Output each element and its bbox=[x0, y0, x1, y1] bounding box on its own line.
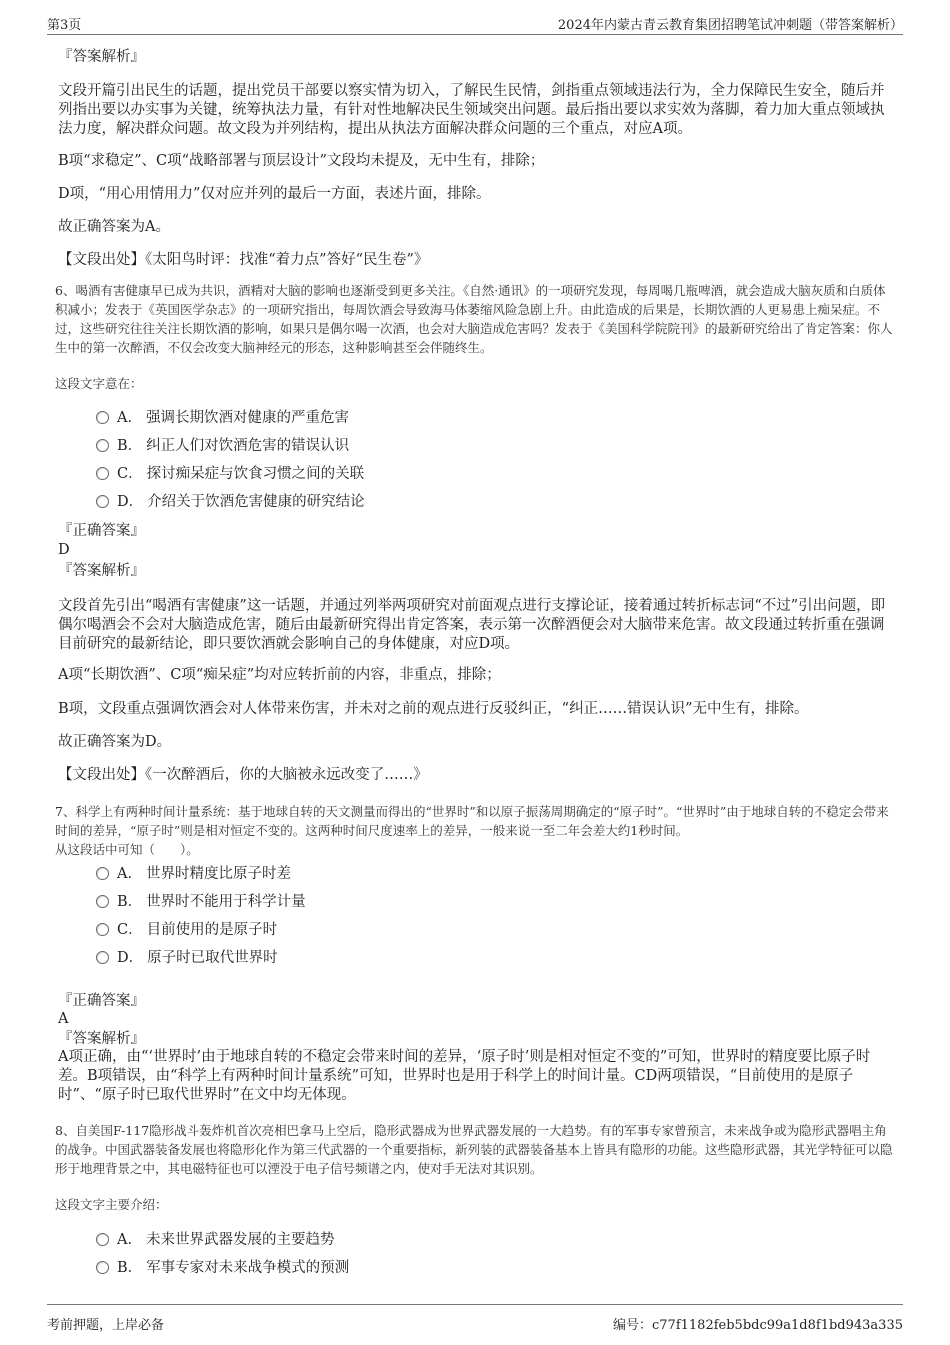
radio-button[interactable] bbox=[96, 495, 109, 508]
analysis-paragraph: A项正确，由“‘世界时’由于地球自转的不稳定会带来时间的差异，‘原子时’则是相对恒定不变的”可知，世界时的精度要比原子时差。B项错误，由“科学上有两种时间计量系统”可知，世界时也是用于科学上的时间计量。CD两项错误，“目前使用的是原子时”、“原子时已取代世界时”在文中均无体现。 bbox=[58, 1049, 871, 1103]
answer-label: 『正确答案』 bbox=[58, 523, 145, 539]
radio-button[interactable] bbox=[96, 867, 109, 880]
radio-button[interactable] bbox=[96, 411, 109, 424]
analysis-label: 『答案解析』 bbox=[58, 563, 145, 579]
radio-button[interactable] bbox=[96, 1233, 109, 1246]
analysis-paragraph: B项“求稳定”、C项“战略部署与顶层设计”文段均未提及，无中生有，排除； bbox=[58, 153, 545, 169]
radio-button[interactable] bbox=[96, 895, 109, 908]
analysis-paragraph: A项“长期饮酒”、C项“痴呆症”均对应转折前的内容，非重点，排除； bbox=[58, 667, 501, 683]
page-number: 第3页 bbox=[47, 18, 82, 33]
source-citation: 【文段出处】《一次醉酒后，你的大脑被永远改变了……》 bbox=[58, 767, 428, 783]
analysis-paragraph: D项，“用心用情用力”仅对应并列的最后一方面，表述片面，排除。 bbox=[58, 186, 491, 202]
option-a[interactable]: A． 强调长期饮酒对健康的严重危害 bbox=[96, 408, 349, 428]
option-b[interactable]: B． 军事专家对未来战争模式的预测 bbox=[96, 1258, 349, 1278]
radio-button[interactable] bbox=[96, 1261, 109, 1274]
radio-button[interactable] bbox=[96, 923, 109, 936]
correct-answer: A bbox=[58, 1011, 69, 1027]
analysis-paragraph: 故正确答案为D。 bbox=[58, 734, 172, 750]
footer-slogan: 考前押题，上岸必备 bbox=[47, 1318, 165, 1333]
option-d[interactable]: D． 原子时已取代世界时 bbox=[96, 948, 278, 968]
option-b[interactable]: B． 纠正人们对饮酒危害的错误认识 bbox=[96, 436, 349, 456]
correct-answer: D bbox=[58, 542, 70, 558]
answer-label: 『正确答案』 bbox=[58, 993, 145, 1009]
analysis-label: 『答案解析』 bbox=[58, 1031, 145, 1047]
option-a[interactable]: A． 未来世界武器发展的主要趋势 bbox=[96, 1230, 334, 1250]
question-prompt: 从这段话中可知（ ）。 bbox=[55, 842, 199, 857]
page-footer bbox=[47, 1304, 903, 1335]
radio-button[interactable] bbox=[96, 467, 109, 480]
radio-button[interactable] bbox=[96, 439, 109, 452]
option-a[interactable]: A． 世界时精度比原子时差 bbox=[96, 864, 291, 884]
question-prompt: 这段文字意在： bbox=[55, 376, 143, 391]
question-prompt: 这段文字主要介绍： bbox=[55, 1197, 168, 1212]
document-title: 2024年内蒙古青云教育集团招聘笔试冲刺题（带答案解析） bbox=[557, 18, 903, 33]
page-header bbox=[47, 12, 903, 35]
analysis-paragraph: 文段开篇引出民生的话题，提出党员干部要以察实情为切入，了解民生民情，剑指重点领域违法行为，全力保障民生安全，随后并列指出要以办实事为关键，统筹执法力量，有针对性地解决民生领域突出问题。最后指出要以求实效为落脚，着力加大重点领域执法力度，解决群众问题。故文段为并列结构，提出从执法方面解决群众问题的三个重点，对应A项。 bbox=[58, 83, 885, 137]
analysis-label: 『答案解析』 bbox=[58, 49, 145, 65]
question-stem: 7、科学上有两种时间计量系统：基于地球自转的天文测量而得出的“世界时”和以原子振荡周期确定的“原子时”。“世界时”由于地球自转的不稳定会带来时间的差异，“原子时”则是相对恒定不变的。这两种时间尺度速率上的差异，一般来说一至二年会差大约1秒时间。 bbox=[55, 804, 889, 838]
analysis-paragraph: B项，文段重点强调饮酒会对人体带来伤害，并未对之前的观点进行反驳纠正，“纠正……错误认识”无中生有，排除。 bbox=[58, 701, 809, 717]
analysis-paragraph: 故正确答案为A。 bbox=[58, 219, 170, 235]
option-c[interactable]: C． 探讨痴呆症与饮食习惯之间的关联 bbox=[96, 464, 364, 484]
document-code: 编号：c77f1182feb5bdc99a1d8f1bd943a335 bbox=[613, 1318, 903, 1333]
analysis-paragraph: 文段首先引出“喝酒有害健康”这一话题，并通过列举两项研究对前面观点进行支撑论证，接着通过转折标志词“不过”引出问题，即偶尔喝酒会不会对大脑造成危害，随后由最新研究得出肯定答案，表示第一次醉酒便会对大脑带来危害。故文段通过转折重在强调目前研究的最新结论，即只要饮酒就会影响自己的身体健康，对应D项。 bbox=[58, 598, 886, 652]
source-citation: 【文段出处】《太阳鸟时评：找准“着力点”答好“民生卷”》 bbox=[58, 252, 429, 268]
question-stem: 8、自美国F-117隐形战斗轰炸机首次亮相巴拿马上空后，隐形武器成为世界武器发展的一大趋势。有的军事专家曾预言，未来战争或为隐形武器唱主角的战争。中国武器装备发展也将隐形化作为第三代武器的一个重要指标，新列装的武器装备基本上皆具有隐形的功能。这些隐形武器，其光学特征可以隐形于地理背景之中，其电磁特征也可以湮没于电子信号频谱之内，使对手无法对其识别。 bbox=[55, 1123, 893, 1176]
radio-button[interactable] bbox=[96, 951, 109, 964]
option-b[interactable]: B． 世界时不能用于科学计量 bbox=[96, 892, 306, 912]
option-d[interactable]: D． 介绍关于饮酒危害健康的研究结论 bbox=[96, 492, 365, 512]
option-c[interactable]: C． 目前使用的是原子时 bbox=[96, 920, 277, 940]
question-stem: 6、喝酒有害健康早已成为共识，酒精对大脑的影响也逐渐受到更多关注。《自然·通讯》的一项研究发现，每周喝几瓶啤酒，就会造成大脑灰质和白质体积减小；发表于《英国医学杂志》的一项研究指出，每周饮酒会导致海马体萎缩风险急剧上升。由此造成的后果是，长期饮酒的人更易患上痴呆症。不过，这些研究往往关注长期饮酒的影响，如果只是偶尔喝一次酒，也会对大脑造成危害吗？发表于《美国科学院院刊》的最新研究给出了肯定答案：你人生中的第一次醉酒，不仅会改变大脑神经元的形态，这种影响甚至会伴随终生。 bbox=[55, 283, 893, 355]
